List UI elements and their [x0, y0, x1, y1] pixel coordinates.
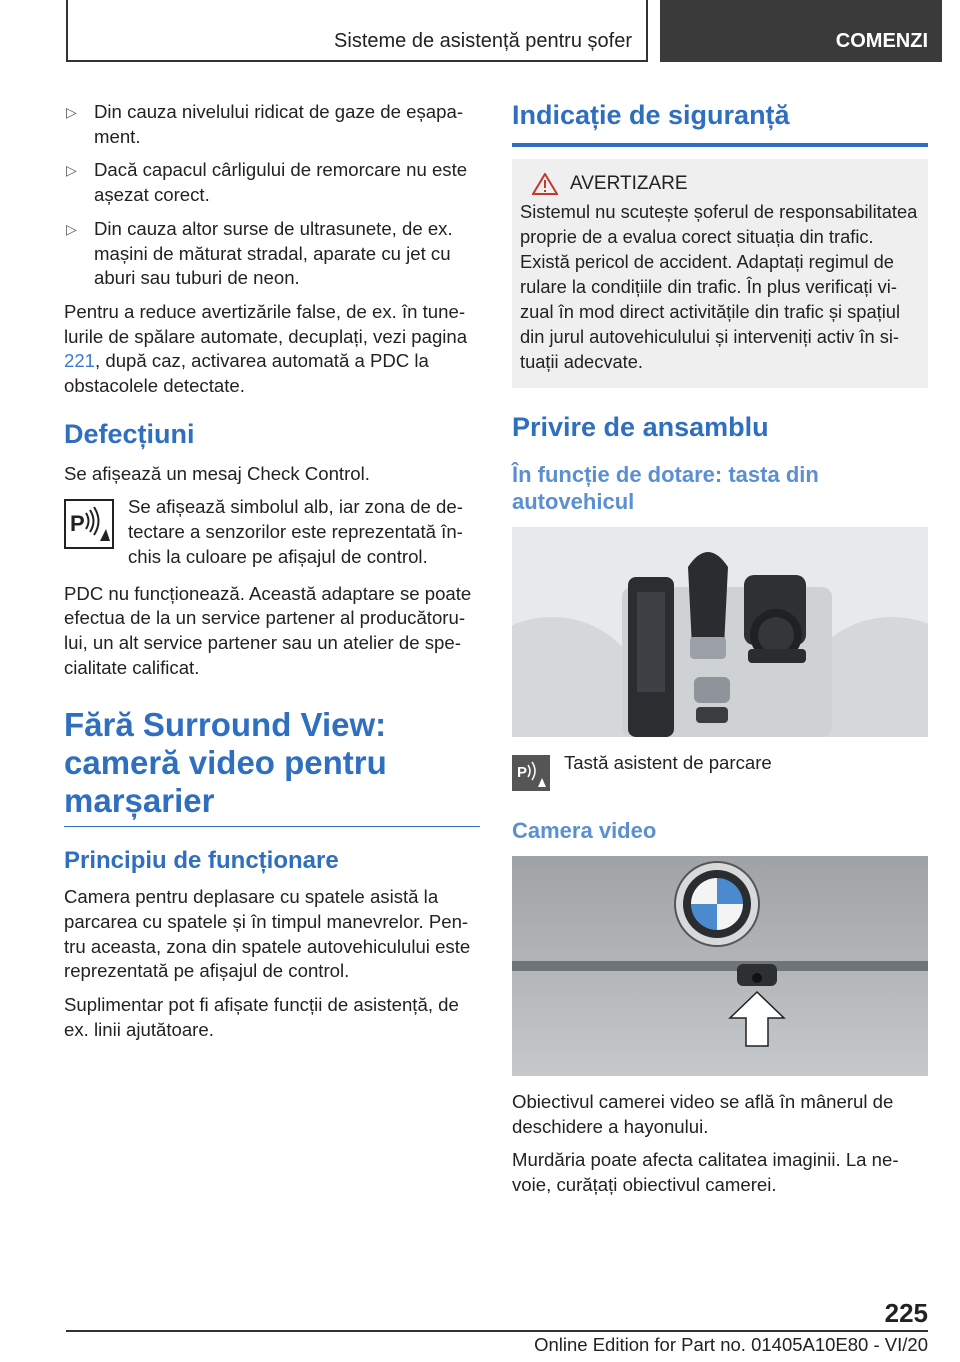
- triangle-bullet-icon: ▷: [66, 220, 77, 237]
- svg-text:P: P: [70, 511, 85, 537]
- page-number: 225: [884, 1298, 928, 1328]
- list-item: ▷ Din cauza altor surse de ultrasunete, de ex. mașini de măturat stradal, aparate cu jet cu aburi sau tuburi de neon.: [66, 217, 453, 289]
- rear-camera-photo: [512, 856, 928, 1076]
- page-link[interactable]: 221: [64, 350, 96, 372]
- triangle-bullet-icon: ▷: [66, 104, 77, 120]
- defects-heading: Defecțiuni: [64, 418, 195, 449]
- safety-heading: Indicație de siguranță: [512, 100, 928, 147]
- principle-heading: Principiu de funcționare: [64, 847, 339, 875]
- false-warnings-paragraph: Pentru a reduce avertizările false, de ex. în tunelurile de spălare automate, decuplați, vezi pagina 221, după caz, activarea automată a PDC la obstacolele detectate.: [64, 300, 468, 397]
- warning-triangle-icon: [532, 173, 558, 195]
- header-section-box: [66, 0, 648, 62]
- principle-paragraph-2: Suplimentar pot fi afișate funcții de asistență, de ex. linii ajutătoare.: [64, 994, 459, 1040]
- list-item: ▷ Din cauza nivelului ridicat de gaze de eșapament.: [66, 101, 464, 147]
- camera-paragraph-2: Murdăria poate afecta calitatea imaginii. La nevoie, curățați obiectivul camerei.: [512, 1149, 899, 1196]
- parking-assistant-icon: [512, 755, 550, 791]
- parking-button-label: Tastă asistent de parcare: [564, 752, 772, 773]
- overview-heading: Privire de ansamblu: [512, 412, 769, 442]
- left-column: [64, 100, 480, 1052]
- footer-edition: Online Edition for Part no. 01405A10E80 - VI/20: [534, 1334, 928, 1355]
- equipment-heading: În funcție de dotare: tasta din autovehicul: [512, 462, 819, 514]
- triangle-bullet-icon: ▷: [66, 162, 77, 179]
- header-tab: [660, 0, 942, 62]
- svg-text:P: P: [517, 764, 528, 781]
- pdc-parking-sensor-icon: [64, 499, 114, 549]
- warning-title: AVERTIZARE: [570, 173, 688, 194]
- warning-box: [512, 159, 928, 388]
- pdc-icon-description: Se afișează simbolul alb, iar zona de detectare a senzorilor este reprezentată închis la culoare pe afișajul de control.: [128, 496, 463, 567]
- footer-divider: [66, 1330, 928, 1332]
- camera-heading: Camera video: [512, 818, 657, 843]
- right-column: [512, 100, 928, 1207]
- warning-title-row: [520, 173, 920, 195]
- camera-section-heading: Fără Surround View: cameră video pentru marșarier: [64, 706, 480, 827]
- principle-paragraph-1: Camera pentru deplasare cu spatele asistă la parcarea cu spatele și în timpul manevrelor. Pentru aceasta, zona din spatele autovehiculului este reprezentată pe afișajul de control.: [64, 886, 471, 982]
- warning-text: Sistemul nu scutește șoferul de responsabilitatea proprie de a evalua corect situația din trafic. Există pericol de accident. Adaptați regimul de rulare la condițiile din trafic. În plus verificați vizual în mod direct activitățile din trafic și spațiul din jurul autovehiculului și interveniți activ în situații adecvate.: [520, 201, 918, 372]
- pdc-icon-row: [64, 495, 480, 569]
- camera-paragraph-1: Obiectivul camerei video se află în mânerul de deschidere a hayonului.: [512, 1091, 894, 1137]
- header-tab-label: COMENZI: [835, 30, 928, 52]
- defects-message: Se afișează un mesaj Check Control.: [64, 462, 370, 484]
- list-item: ▷ Dacă capacul cârligului de remorcare nu este așezat corect.: [66, 159, 468, 206]
- header-section-title: Sisteme de asistență pentru șofer: [334, 30, 632, 52]
- parking-button-row: [512, 751, 928, 791]
- center-console-photo: [512, 527, 928, 737]
- pdc-defect-paragraph: PDC nu funcționează. Această adaptare se poate efectua de la un service partener al producătorului, un alt service partener sau un atelier de specialitate calificat.: [64, 582, 472, 678]
